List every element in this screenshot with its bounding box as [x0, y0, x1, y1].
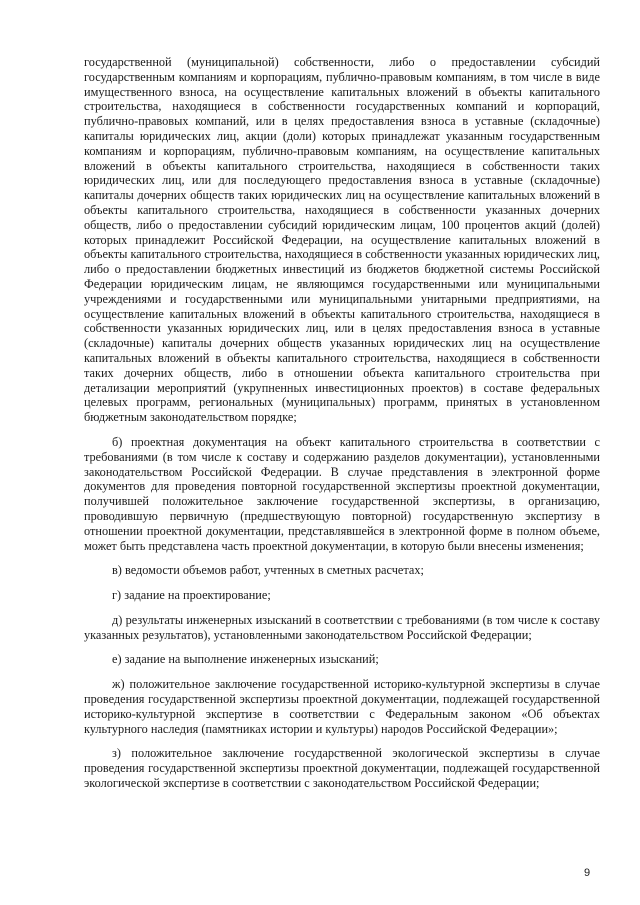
paragraph-z: з) положительное заключение государственной экологической экспертизы в случае проведения государственной экспертизы проектной документации, подлежащей государственной экологической экспертизе в соответствии с законодательством Российской Федерации; — [84, 746, 600, 791]
page-number: 9 — [584, 867, 591, 879]
paragraph-e: е) задание на выполнение инженерных изысканий; — [112, 652, 379, 667]
paragraph-zh: ж) положительное заключение государственной историко-культурной экспертизы в случае проведения государственной экспертизы проектной документации, подлежащей государственной историко-культурной экспертизе в соответствии с Федеральным законом «Об объектах культурного наследия (памятниках истории и культуры) народов Российской Федерации»; — [84, 677, 600, 736]
paragraph-v: в) ведомости объемов работ, учтенных в сметных расчетах; — [112, 563, 424, 578]
paragraph-d: д) результаты инженерных изысканий в соответствии с требованиями (в том числе к составу указанных результатов), установленными законодательством Российской Федерации; — [84, 612, 600, 642]
paragraph-continuation: государственной (муниципальной) собственности, либо о предоставлении субсидий государственным компаниям и корпорациям, публично-правовым компаниям, в том числе в виде имущественного взноса, на осуществление капитальных вложений в объекты капитального строительства, находящиеся в собственности государственных компаний и корпораций, публично-правовых компаний, или в целях предоставления взноса в уставные (складочные) капиталы юридических лиц, акции (доли) которых принадлежат указанным государственным компаниям и корпорациям, публично-правовым компаниям, на осуществление капитальных вложений в объекты капитального строительства, находящиеся в собственности таких юридических лиц, или для последующего предоставления взноса в уставные (складочные) капиталы дочерних обществ таких юридических лиц на осуществление капитальных вложений в объекты капитального строительства, находящиеся в собственности указанных дочерних обществ, либо о предоставлении субсидий юридическим лицам, 100 процентов акций (долей) которых принадлежит Российской Федерации, на осуществление капитальных вложений в объекты капитального строительства, находящиеся в собственности указанных юридических лиц, либо о предоставлении бюджетных инвестиций из бюджетов бюджетной системы Российской Федерации юридическим лицам, не являющимся государственными или муниципальными учреждениями и государственными или муниципальными унитарными предприятиями, на осуществление капитальных вложений в объекты капитального строительства, находящиеся в собственности указанных юридических лиц, или в целях предоставления взноса в уставные (складочные) капиталы дочерних обществ указанных юридических лиц на осуществление капитальных вложений в объекты капитального строительства, находящиеся в собственности таких дочерних обществ, либо в отношении объекта капитального строительства при детализации мероприятий (укрупненных инвестиционных проектов) в составе федеральных целевых программ, региональных (муниципальных) программ, принятых в установленном бюджетным законодательством порядке; — [84, 55, 600, 425]
paragraph-g: г) задание на проектирование; — [112, 588, 271, 603]
paragraph-b: б) проектная документация на объект капитального строительства в соответствии с требованиями (в том числе к составу и содержанию разделов документации), установленными законодательством Российской Федерации. В случае представления в электронной форме документов для проведения повторной государственной экспертизы проектной документации, получившей положительное заключение государственной экспертизы, в организацию, проводившую первичную (предшествующую повторной) государственную экспертизу в отношении проектной документации, представлявшейся в электронной форме в полном объеме, может быть представлена часть проектной документации, в которую были внесены изменения; — [84, 434, 600, 553]
document-body — [84, 55, 600, 791]
